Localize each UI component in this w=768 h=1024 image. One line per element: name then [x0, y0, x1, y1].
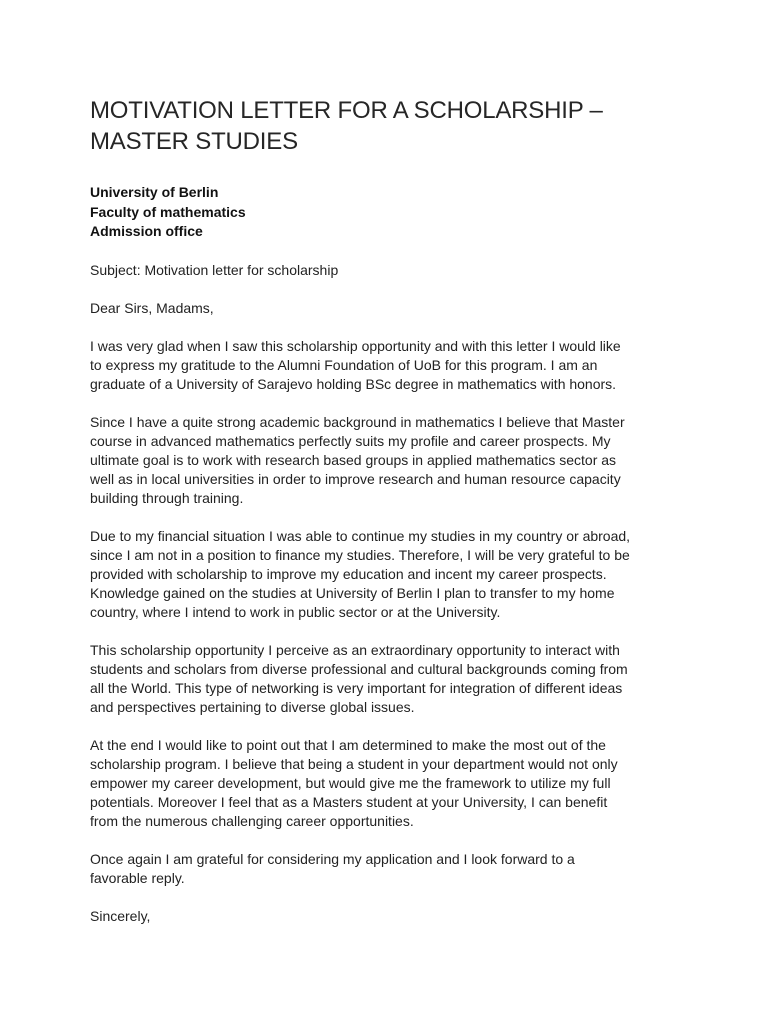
- paragraph: [90, 337, 690, 394]
- paragraph-line: scholarship program. I believe that being a student in your department would not only: [90, 755, 618, 772]
- paragraph-line: graduate of a University of Sarajevo holding BSc degree in mathematics with honors.: [90, 375, 617, 392]
- paragraph-line: Once again I am grateful for considering my application and I look forward to a: [90, 850, 575, 867]
- paragraph-line: and perspectives pertaining to diverse global issues.: [90, 698, 415, 715]
- letter-title: [90, 95, 690, 157]
- paragraph-line: since I am not in a position to finance my studies. Therefore, I will be very grateful to be: [90, 546, 630, 563]
- paragraph-line: This scholarship opportunity I perceive as an extraordinary opportunity to interact with: [90, 641, 620, 658]
- recipient-address: [90, 183, 690, 242]
- paragraph-line: potentials. Moreover I feel that as a Masters student at your University, I can benefit: [90, 793, 608, 810]
- paragraph-line: to express my gratitude to the Alumni Foundation of UoB for this program. I am an: [90, 356, 598, 373]
- closing: Sincerely,: [90, 907, 151, 924]
- address-line: Admission office: [90, 223, 203, 239]
- paragraph: [90, 527, 690, 622]
- paragraph: [90, 736, 690, 831]
- paragraph-line: I was very glad when I saw this scholarship opportunity and with this letter I would like: [90, 337, 621, 354]
- paragraph-line: favorable reply.: [90, 869, 185, 886]
- paragraph: [90, 641, 690, 717]
- salutation: Dear Sirs, Madams,: [90, 299, 214, 316]
- letter-body: [90, 95, 690, 926]
- paragraph-line: country, where I intend to work in public sector or at the University.: [90, 603, 501, 620]
- paragraph-line: from the numerous challenging career opportunities.: [90, 812, 414, 829]
- paragraph-line: all the World. This type of networking is very important for integration of different ideas: [90, 679, 623, 696]
- paragraph-line: At the end I would like to point out that I am determined to make the most out of the: [90, 736, 606, 753]
- paragraph: [90, 413, 690, 508]
- paragraph-line: course in advanced mathematics perfectly suits my profile and career prospects. My: [90, 432, 611, 449]
- paragraph-line: Due to my financial situation I was able to continue my studies in my country or abroad,: [90, 527, 631, 544]
- letter-title-line: MASTER STUDIES: [90, 128, 298, 155]
- paragraph-line: Since I have a quite strong academic background in mathematics I believe that Master: [90, 413, 625, 430]
- paragraph-line: ultimate goal is to work with research based groups in applied mathematics sector as: [90, 451, 617, 468]
- paragraph-line: empower my career development, but would give me the framework to utilize my full: [90, 774, 611, 791]
- paragraph-line: students and scholars from diverse professional and cultural backgrounds coming from: [90, 660, 628, 677]
- paragraph-line: well as in local universities in order to improve research and human resource capacity: [90, 470, 621, 487]
- address-line: Faculty of mathematics: [90, 203, 246, 220]
- subject-line: Subject: Motivation letter for scholarship: [90, 261, 339, 278]
- paragraph-line: building through training.: [90, 489, 244, 506]
- address-line: University of Berlin: [90, 184, 219, 200]
- paragraph: [90, 850, 690, 888]
- paragraph-line: Knowledge gained on the studies at University of Berlin I plan to transfer to my home: [90, 584, 615, 601]
- paragraph-line: provided with scholarship to improve my education and incent my career prospects.: [90, 565, 607, 582]
- letter-title-line: MOTIVATION LETTER FOR A SCHOLARSHIP –: [90, 97, 603, 124]
